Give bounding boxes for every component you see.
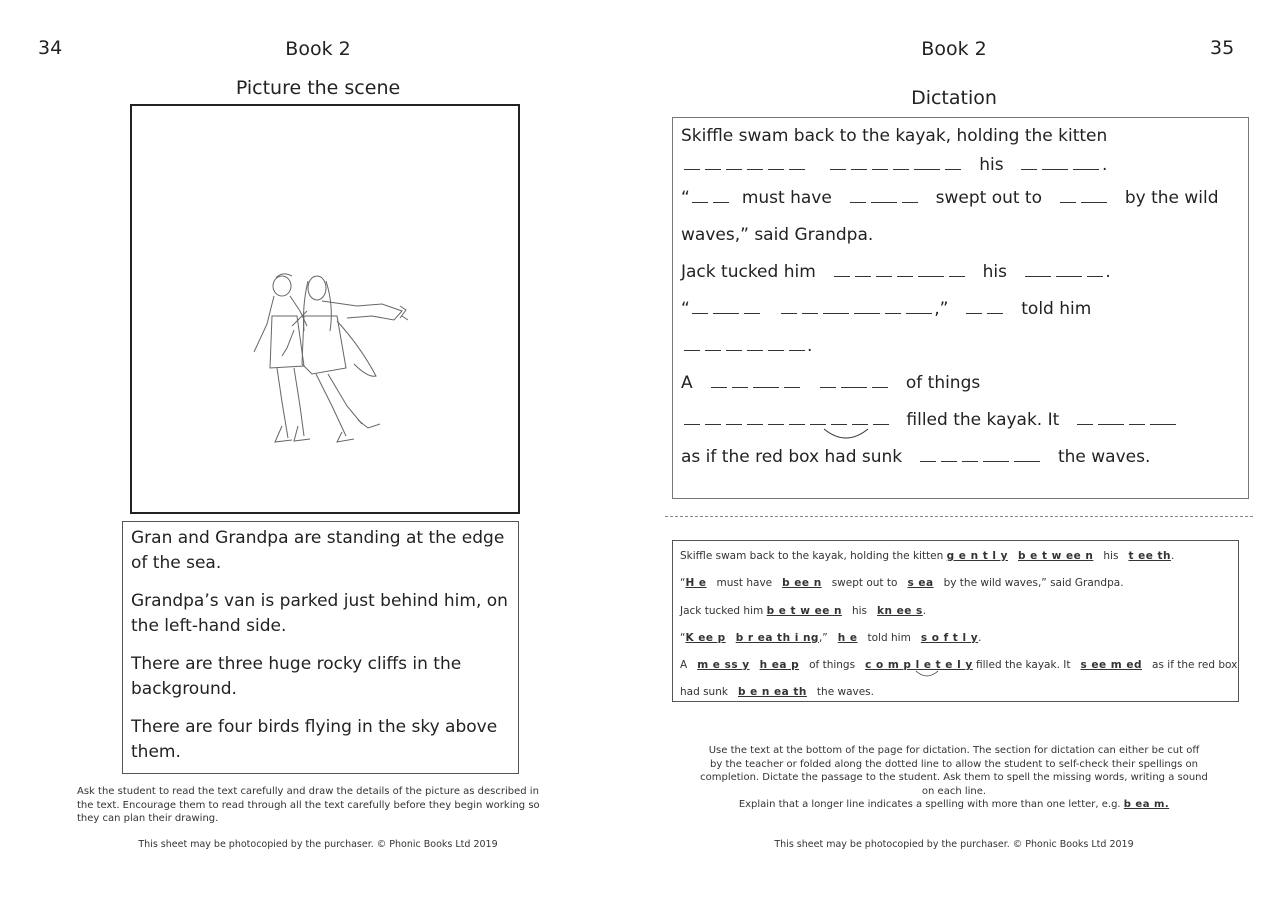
answer-word: h ea p <box>759 659 800 672</box>
drawing-frame[interactable] <box>130 104 520 514</box>
answer-word: kn ee s <box>877 604 923 617</box>
answer-word: s ee m ed <box>1080 659 1143 672</box>
instruction-line <box>700 798 1208 812</box>
dictation-text: by the wild <box>1124 188 1219 208</box>
answer-word: c o m p l e t e l y <box>865 659 973 672</box>
description-line: Gran and Grandpa are standing at the edge of the sea. <box>131 528 505 573</box>
dictation-text: swept out to <box>935 188 1043 208</box>
dictation-text: waves,” said Grandpa. <box>681 225 874 245</box>
description-line: Grandpa’s van is parked just behind him, on the left-hand side. <box>131 591 508 636</box>
dictation-text: the waves. <box>1057 447 1151 467</box>
answer-word: b ee n <box>782 577 822 590</box>
answer-word: g e n t l y <box>946 550 1008 562</box>
dictation-line <box>681 402 1240 439</box>
answer-word: b e t w ee n <box>766 604 842 617</box>
answer-word: s ea <box>907 577 934 590</box>
answer-word: m e ss y <box>697 659 750 672</box>
answer-text: of things <box>809 659 856 672</box>
dictation-text: as if the red box had sunk <box>681 447 903 467</box>
answer-text: told him <box>867 631 911 644</box>
answer-word: H e <box>685 577 707 590</box>
example-word: b ea m. <box>1123 799 1170 810</box>
dictation-line: “ ,” told him <box>681 299 1092 319</box>
instruction-line: completion. Dictate the passage to the student. Ask them to spell the missing words, writing a sound <box>700 772 1208 783</box>
answer-word: h e <box>837 631 858 644</box>
dictation-line <box>681 365 1240 402</box>
description-line: There are three huge rocky cliffs in the background. <box>131 654 462 699</box>
dictation-line: “ must have swept out to by the wild <box>681 188 1219 208</box>
answer-word: K ee p <box>685 631 726 644</box>
dictation-line: his . <box>681 150 1240 180</box>
answer-line <box>680 652 1238 679</box>
dictation-text: Skiffle swam back to the kayak, holding the kitten <box>681 126 1108 146</box>
dictation-instructions <box>700 744 1208 812</box>
dictation-text: his <box>982 262 1007 282</box>
instruction-text: Explain that a longer line indicates a spelling with more than one letter, e.g. <box>738 799 1121 810</box>
answer-word: b e t w ee n <box>1018 550 1094 562</box>
dictation-line: Jack tucked him his . <box>681 262 1111 282</box>
answer-text: the waves. <box>816 686 874 699</box>
scene-description-box <box>122 521 519 774</box>
answer-line: “K ee p b r ea th i ng,” h e told him s o f t l y. <box>680 631 982 644</box>
answer-text: must have <box>716 577 773 590</box>
dictation-text: Jack tucked him <box>681 262 816 282</box>
answer-line: Skiffle swam back to the kayak, holding the kitten g e n t l y b e t w ee n his t ee th. <box>680 550 1175 562</box>
teacher-note-picture: Ask the student to read the text carefully and draw the details of the picture as described in the text. Encourage them to read through all the text carefully before they begin working so they can plan their drawing. <box>77 786 540 824</box>
dictation-text: A <box>681 373 693 393</box>
split-digraph-arc <box>821 427 871 441</box>
answer-key-box <box>672 540 1239 702</box>
cut-line[interactable] <box>665 516 1253 517</box>
instruction-line: by the teacher or folded along the dotted line to allow the student to self-check their spellings on <box>710 758 1198 770</box>
answer-text: had sunk <box>680 686 728 699</box>
answer-text: swept out to <box>831 577 898 590</box>
dictation-text: his <box>979 155 1004 175</box>
answer-text: by the wild waves,” said Grandpa. <box>943 577 1124 590</box>
answer-text: A <box>680 659 688 672</box>
section-title-picture: Picture the scene <box>235 77 401 99</box>
dictation-line <box>681 439 1240 476</box>
dictation-line <box>681 122 1240 150</box>
answer-text: his <box>1103 550 1119 562</box>
split-digraph-arc <box>914 670 940 678</box>
dictation-line: . <box>681 328 1240 365</box>
answer-text: as if the red box <box>1152 659 1238 672</box>
left-page-number: 34 <box>38 37 63 59</box>
left-footer: This sheet may be photocopied by the purchaser. © Phonic Books Ltd 2019 <box>138 839 498 850</box>
answer-word: t ee th <box>1128 550 1172 562</box>
right-footer: This sheet may be photocopied by the purchaser. © Phonic Books Ltd 2019 <box>774 839 1134 850</box>
answer-text: his <box>851 604 868 617</box>
answer-line: Jack tucked him b e t w ee n his kn ee s. <box>680 604 927 617</box>
section-title-dictation: Dictation <box>911 87 997 109</box>
answer-text: Skiffle swam back to the kayak, holding the kitten <box>680 550 944 562</box>
answer-text: filled the kayak. It <box>976 659 1071 672</box>
dictation-line <box>681 217 1240 254</box>
dictation-text: of things <box>905 373 981 393</box>
right-book-title: Book 2 <box>921 38 987 60</box>
answer-text: Jack tucked him <box>680 604 764 617</box>
answer-line <box>680 679 1231 706</box>
illustration-grandparents <box>132 106 518 512</box>
answer-word: b e n ea th <box>737 686 807 699</box>
left-book-title: Book 2 <box>285 38 351 60</box>
dictation-text: must have <box>741 188 832 208</box>
right-page-number: 35 <box>1210 37 1235 59</box>
answer-word: b r ea th i ng <box>735 631 819 644</box>
instruction-line: Use the text at the bottom of the page for dictation. The section for dictation can either be cut off <box>708 745 1200 756</box>
dictation-box <box>672 117 1249 499</box>
dictation-text: filled the kayak. It <box>906 410 1060 430</box>
answer-word: s o f t l y <box>920 631 979 644</box>
dictation-text: told him <box>1021 299 1092 319</box>
description-line: There are four birds flying in the sky above them. <box>131 717 498 762</box>
instruction-line: on each line. <box>921 785 987 797</box>
answer-line: “H e must have b ee n swept out to s ea by the wild waves,” said Grandpa. <box>680 577 1124 590</box>
